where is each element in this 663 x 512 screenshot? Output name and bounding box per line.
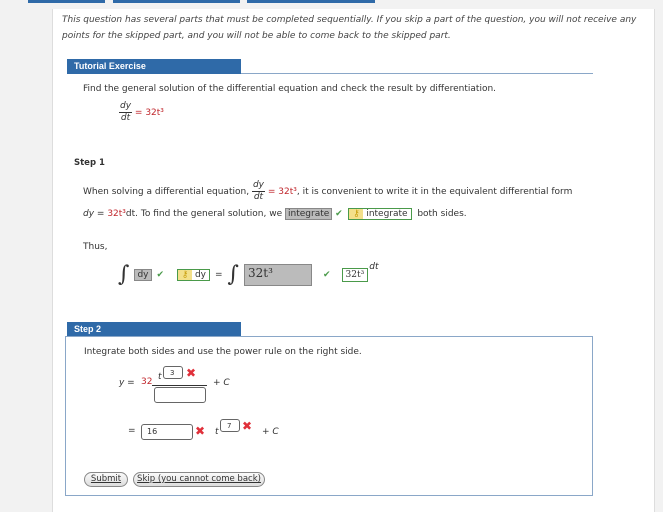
denominator-input[interactable] (154, 387, 206, 403)
tab-1[interactable] (28, 0, 105, 3)
eq-rhs: = 32t³ (134, 108, 164, 118)
t-var: t (158, 372, 162, 382)
check-icon: ✔ (335, 209, 343, 219)
key-icon: ⚷ (178, 270, 192, 280)
divider (241, 73, 593, 74)
text: dy = (83, 209, 105, 219)
step1-line2 (83, 208, 467, 220)
integral-sign: ∫ (118, 262, 130, 287)
correct-answer-box (177, 269, 210, 281)
step2-prompt: Integrate both sides and use the power rule on the right side. (84, 347, 362, 357)
fraction-bar (152, 385, 207, 386)
correct-answer: dy (194, 269, 206, 280)
tutorial-header: Tutorial Exercise (67, 59, 241, 74)
answer-dy[interactable]: dy (134, 269, 151, 281)
check-icon: ✔ (323, 269, 331, 280)
tab-2[interactable] (113, 0, 240, 3)
given-equation (119, 101, 164, 124)
equals: = (214, 269, 223, 280)
step1-label: Step 1 (74, 158, 105, 168)
check-icon: ✔ (156, 269, 165, 280)
dt: dt (369, 262, 379, 272)
rhs: 32t³ (107, 209, 126, 219)
text: When solving a differential equation, (83, 187, 250, 197)
exponent-input[interactable]: 3 (163, 366, 183, 379)
step1-line1 (83, 180, 572, 203)
rhs: = 32t³ (267, 187, 297, 197)
correct-answer: 32t³ (342, 268, 369, 282)
text: dt. To find the general solution, we (125, 209, 283, 219)
coefficient: 32 (141, 377, 153, 387)
intro-text: This question has several parts that must be completed sequentially. If you skip a part of the question, you will not receive any points for the skipped part, and you will not be able to come back to the skipped part. (62, 15, 637, 41)
exponent-input-2[interactable]: 7 (220, 419, 240, 432)
t-var: t (215, 427, 219, 437)
tutorial-prompt: Find the general solution of the differential equation and check the result by differentiation. (83, 84, 497, 94)
y-equals: y = (119, 378, 135, 388)
skip-button[interactable]: Skip (you cannot come back) (133, 472, 265, 487)
correct-answer-box (348, 208, 411, 220)
answer-integrand[interactable]: 32t³ (244, 264, 312, 286)
plus-c: + C (213, 378, 230, 388)
wrong-icon: ✖ (195, 424, 206, 438)
frac-num: dy (252, 180, 264, 190)
eq-num: dy (120, 101, 132, 111)
tab-3[interactable] (247, 0, 375, 3)
key-icon: ⚷ (349, 209, 363, 219)
plus-c: + C (262, 427, 279, 437)
wrong-icon: ✖ (186, 366, 197, 380)
equals: = (128, 426, 136, 436)
thus-label: Thus, (83, 242, 108, 252)
frac-den: dt (253, 192, 264, 202)
coefficient-input[interactable]: 16 (141, 424, 193, 440)
text: , it is convenient to write it in the equivalent differential form (296, 187, 573, 197)
wrong-icon: ✖ (242, 419, 253, 433)
answer-integrate[interactable]: integrate (285, 208, 332, 220)
submit-button[interactable]: Submit (84, 472, 128, 487)
integral-sign: ∫ (227, 262, 239, 287)
step2-header: Step 2 (67, 322, 241, 337)
text: both sides. (417, 209, 467, 219)
correct-answer: integrate (366, 209, 408, 219)
integral-equation (118, 262, 378, 287)
eq-den: dt (120, 113, 131, 123)
